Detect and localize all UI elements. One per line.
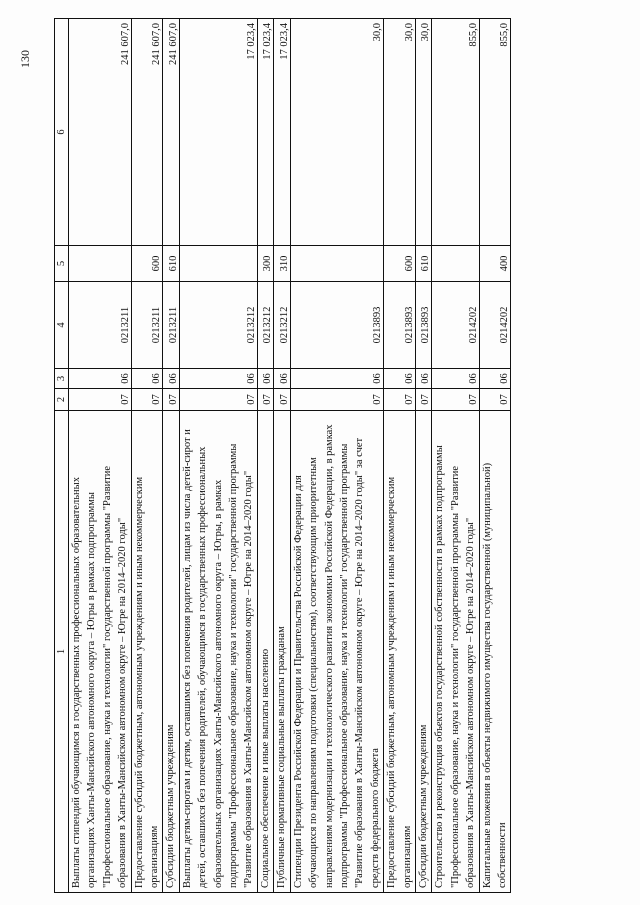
row-vr: 310 [274, 246, 290, 282]
row-name: Капитальные вложения в объекты недвижимого имущества государственной (муниципальной) собственности [479, 411, 511, 893]
row-pr: 06 [69, 369, 132, 389]
row-sum: 241 607,0 [69, 19, 132, 246]
row-vr [179, 246, 257, 282]
header-cell: 6 [55, 19, 69, 246]
row-name: Публичные нормативные социальные выплаты гражданам [274, 411, 290, 893]
table-row [290, 19, 383, 893]
row-name: Предоставление субсидий бюджетным, автономным учреждениям и иным некоммерческим организациям [131, 411, 163, 893]
row-csr: 0213212 [179, 282, 257, 369]
header-cell: 1 [55, 411, 69, 893]
row-sum: 17 023,4 [179, 19, 257, 246]
table-row [479, 19, 511, 893]
row-csr: 0213893 [290, 282, 383, 369]
row-sum: 30,0 [415, 19, 431, 246]
table-row [274, 19, 290, 893]
table-row [384, 19, 416, 893]
row-sum: 241 607,0 [163, 19, 179, 246]
row-sum: 17 023,4 [257, 19, 273, 246]
row-rz: 07 [274, 389, 290, 411]
row-csr: 0214202 [479, 282, 511, 369]
row-rz: 07 [384, 389, 416, 411]
row-name: Социальное обеспечение и иные выплаты населению [257, 411, 273, 893]
row-rz: 07 [479, 389, 511, 411]
header-row [55, 19, 69, 893]
row-name: Предоставление субсидий бюджетным, автономным учреждениям и иным некоммерческим организациям [384, 411, 416, 893]
row-vr: 610 [163, 246, 179, 282]
row-sum: 241 607,0 [131, 19, 163, 246]
row-vr: 300 [257, 246, 273, 282]
row-rz: 07 [290, 389, 383, 411]
row-name: Выплаты стипендий обучающимся в государственных профессиональных образовательных организациях Ханты-Мансийского автономного округа – Югры в рамках подпрограммы "Профессиональное образование, наука и технологии" государственной программы "Развитие образования в Ханты-Мансийском автономном округе – Югре на 2014–2020 годы" [69, 411, 132, 893]
row-csr: 0214202 [432, 282, 479, 369]
row-sum: 30,0 [290, 19, 383, 246]
row-pr: 06 [290, 369, 383, 389]
row-pr: 06 [479, 369, 511, 389]
row-pr: 06 [163, 369, 179, 389]
row-name: Выплаты детям-сиротам и детям, оставшимся без попечения родителей, лицам из числа детей-сирот и детей, оставшихся без попечения родителей, обучающимся в государственных профессиональных образовательных организациях Ханты-Мансийского автономного округа – Югры, в рамках подпрограммы "Профессиональное образование, наука и технологии" государственной программы "Развитие образования в Ханты-Мансийском автономном округе – Югре на 2014–2020 годы" [179, 411, 257, 893]
row-pr: 06 [384, 369, 416, 389]
header-cell: 3 [55, 369, 69, 389]
row-vr: 400 [479, 246, 511, 282]
row-rz: 07 [179, 389, 257, 411]
row-name: Строительство и реконструкция объектов государственной собственности в рамках подпрограммы "Профессиональное образование, наука и технологии" государственной программы "Развитие образования в Ханты-Мансийском автономном округе – Югре на 2014–2020 годы" [432, 411, 479, 893]
row-vr: 600 [131, 246, 163, 282]
row-csr: 0213211 [69, 282, 132, 369]
row-csr: 0213212 [274, 282, 290, 369]
table-row [69, 19, 132, 893]
row-csr: 0213893 [415, 282, 431, 369]
row-sum: 30,0 [384, 19, 416, 246]
header-cell: 5 [55, 246, 69, 282]
row-csr: 0213211 [163, 282, 179, 369]
header-cell: 2 [55, 389, 69, 411]
row-name: Субсидии бюджетным учреждениям [163, 411, 179, 893]
row-pr: 06 [432, 369, 479, 389]
table-row [432, 19, 479, 893]
row-pr: 06 [179, 369, 257, 389]
row-sum: 855,0 [479, 19, 511, 246]
row-sum: 855,0 [432, 19, 479, 246]
row-rz: 07 [415, 389, 431, 411]
row-csr: 0213212 [257, 282, 273, 369]
table-row [163, 19, 179, 893]
header-cell: 4 [55, 282, 69, 369]
row-vr [290, 246, 383, 282]
row-vr: 610 [415, 246, 431, 282]
table-row [131, 19, 163, 893]
table-row [179, 19, 257, 893]
row-name: Стипендии Президента Российской Федерации и Правительства Российской Федерации для обучающихся по направлениям подготовки (специальностям), соответствующим приоритетным направлениям модернизации и технологического развития экономики Российской Федерации, в рамках подпрограммы "Профессиональное образование, наука и технологии" государственной программы "Развитие образования в Ханты-Мансийском автономном округе – Югре на 2014–2020 годы" за счет средств федерального бюджета [290, 411, 383, 893]
page-number: 130 [18, 50, 32, 68]
row-rz: 07 [131, 389, 163, 411]
row-rz: 07 [163, 389, 179, 411]
budget-table [54, 18, 511, 893]
table-row [257, 19, 273, 893]
row-vr: 600 [384, 246, 416, 282]
row-rz: 07 [69, 389, 132, 411]
row-vr [69, 246, 132, 282]
row-pr: 06 [274, 369, 290, 389]
row-csr: 0213893 [384, 282, 416, 369]
row-rz: 07 [257, 389, 273, 411]
row-pr: 06 [131, 369, 163, 389]
row-csr: 0213211 [131, 282, 163, 369]
row-vr [432, 246, 479, 282]
table-row [415, 19, 431, 893]
row-sum: 17 023,4 [274, 19, 290, 246]
row-rz: 07 [432, 389, 479, 411]
row-pr: 06 [415, 369, 431, 389]
row-pr: 06 [257, 369, 273, 389]
row-name: Субсидии бюджетным учреждениям [415, 411, 431, 893]
